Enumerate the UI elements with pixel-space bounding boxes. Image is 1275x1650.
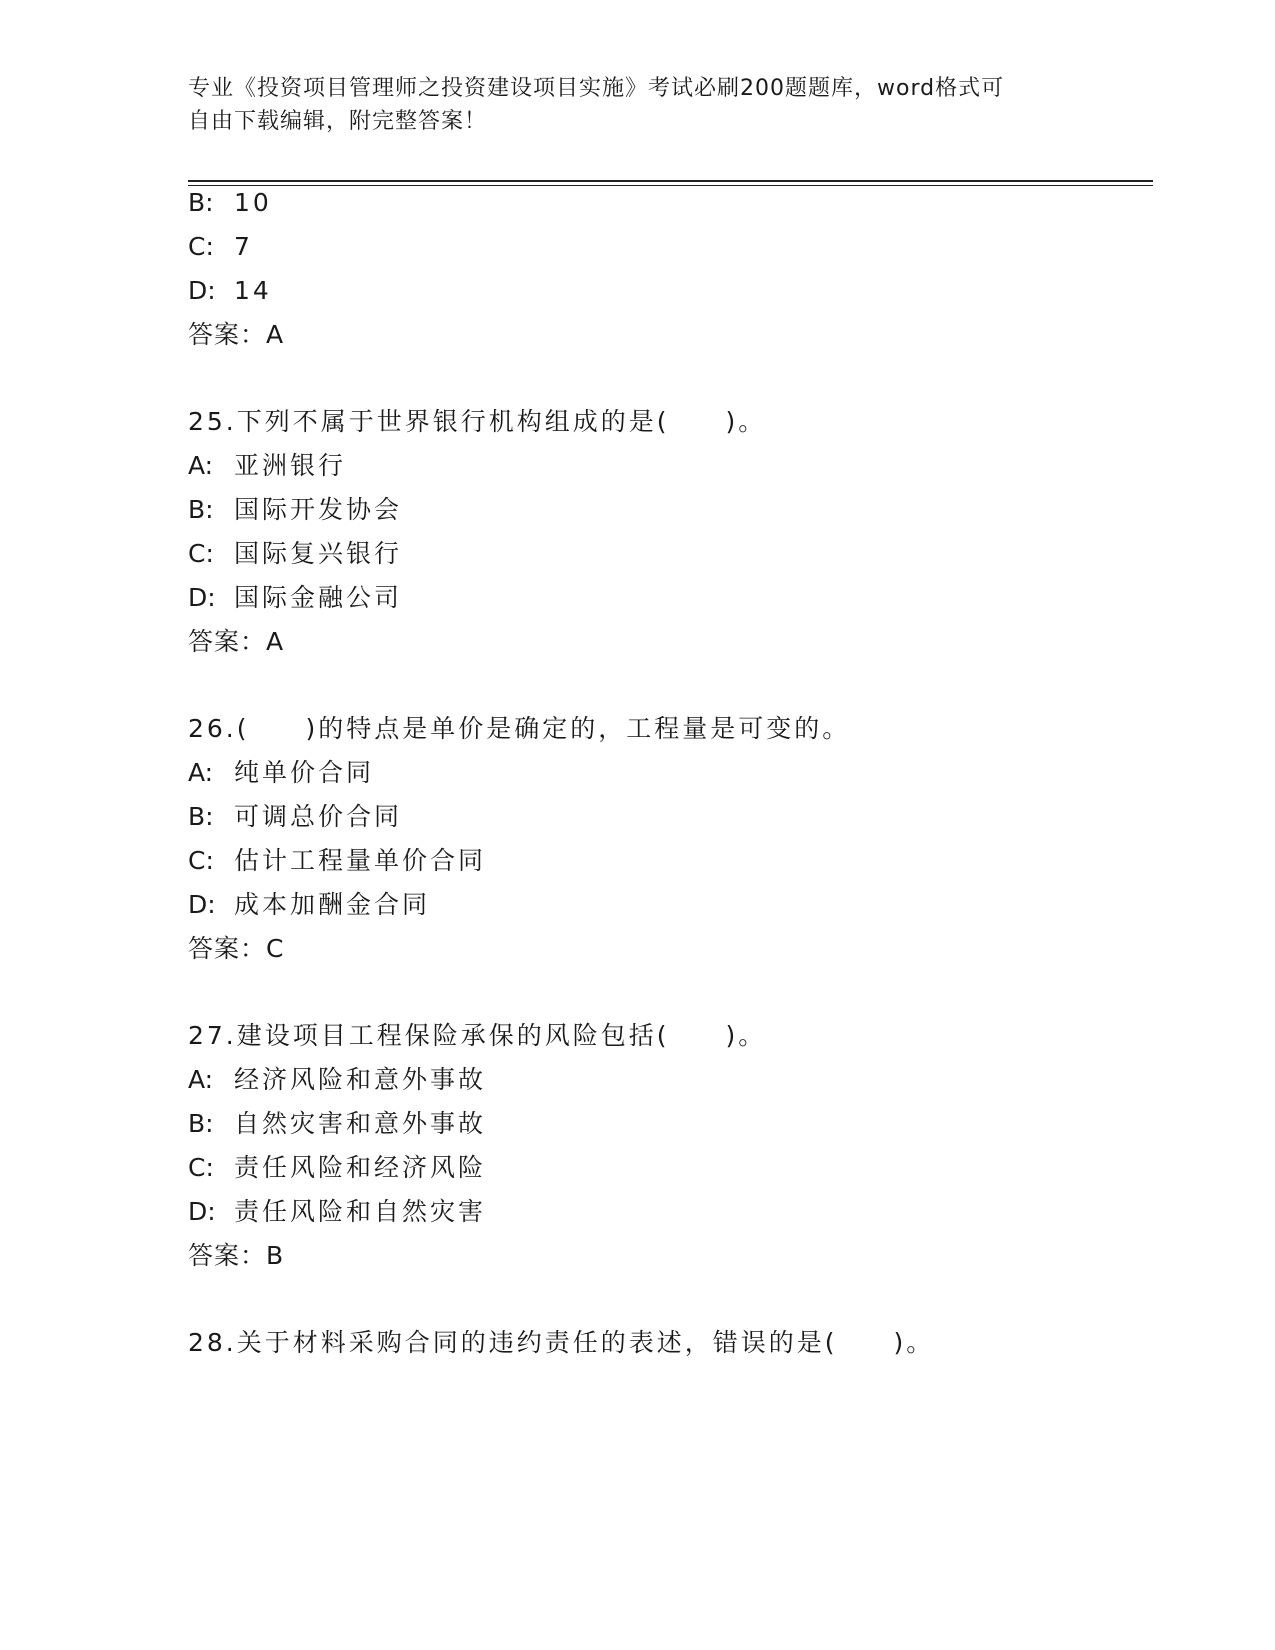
option-text: 国际复兴银行 bbox=[234, 539, 403, 568]
option-label: A: bbox=[188, 1065, 214, 1094]
option-text: 自然灾害和意外事故 bbox=[234, 1109, 487, 1138]
option-row bbox=[188, 802, 402, 832]
option-text: 10 bbox=[234, 188, 272, 217]
document-header bbox=[188, 72, 1068, 138]
option-label: B: bbox=[188, 495, 214, 524]
header-line-1: 专业《投资项目管理师之投资建设项目实施》考试必刷200题题库，word格式可 bbox=[188, 76, 1005, 101]
option-row bbox=[188, 451, 346, 481]
option-text: 纯单价合同 bbox=[234, 758, 375, 787]
option-row bbox=[188, 1109, 486, 1139]
option-label: D: bbox=[188, 1197, 216, 1226]
option-text: 14 bbox=[234, 276, 272, 305]
option-label: D: bbox=[188, 583, 216, 612]
option-label: C: bbox=[188, 232, 214, 261]
option-row bbox=[188, 890, 430, 920]
option-text: 亚洲银行 bbox=[234, 451, 347, 480]
header-rule-thin bbox=[188, 185, 1153, 186]
option-text: 国际金融公司 bbox=[234, 583, 403, 612]
option-label: D: bbox=[188, 890, 216, 919]
question-stem: 27.建设项目工程保险承保的风险包括( )。 bbox=[188, 1021, 767, 1050]
option-label: B: bbox=[188, 802, 214, 831]
option-row bbox=[188, 188, 272, 218]
option-row bbox=[188, 232, 253, 262]
option-row bbox=[188, 758, 374, 788]
option-label: C: bbox=[188, 846, 214, 875]
option-row bbox=[188, 539, 402, 569]
answer-line: 答案：C bbox=[188, 934, 285, 963]
option-text: 7 bbox=[234, 232, 253, 261]
question-stem: 28.关于材料采购合同的违约责任的表述，错误的是( )。 bbox=[188, 1328, 935, 1357]
option-label: D: bbox=[188, 276, 216, 305]
option-row bbox=[188, 276, 272, 306]
answer-line: 答案：A bbox=[188, 627, 285, 656]
option-label: A: bbox=[188, 758, 214, 787]
option-label: B: bbox=[188, 1109, 214, 1138]
header-rule-thick bbox=[188, 180, 1153, 182]
option-label: A: bbox=[188, 451, 214, 480]
option-row bbox=[188, 846, 486, 876]
option-text: 可调总价合同 bbox=[234, 802, 403, 831]
question-stem: 26.( )的特点是单价是确定的，工程量是可变的。 bbox=[188, 714, 851, 743]
option-row bbox=[188, 1197, 486, 1227]
option-row bbox=[188, 583, 402, 613]
option-text: 国际开发协会 bbox=[234, 495, 403, 524]
answer-line: 答案：A bbox=[188, 320, 285, 349]
option-row bbox=[188, 1065, 486, 1095]
answer-line: 答案：B bbox=[188, 1241, 285, 1270]
option-text: 经济风险和意外事故 bbox=[234, 1065, 487, 1094]
option-text: 成本加酬金合同 bbox=[234, 890, 431, 919]
option-label: B: bbox=[188, 188, 214, 217]
option-row bbox=[188, 1153, 486, 1183]
header-line-2: 自由下载编辑，附完整答案！ bbox=[188, 109, 488, 134]
option-text: 估计工程量单价合同 bbox=[234, 846, 487, 875]
question-stem: 25.下列不属于世界银行机构组成的是( )。 bbox=[188, 407, 767, 436]
option-text: 责任风险和经济风险 bbox=[234, 1153, 487, 1182]
option-text: 责任风险和自然灾害 bbox=[234, 1197, 487, 1226]
option-label: C: bbox=[188, 1153, 214, 1182]
option-row bbox=[188, 495, 402, 525]
option-label: C: bbox=[188, 539, 214, 568]
